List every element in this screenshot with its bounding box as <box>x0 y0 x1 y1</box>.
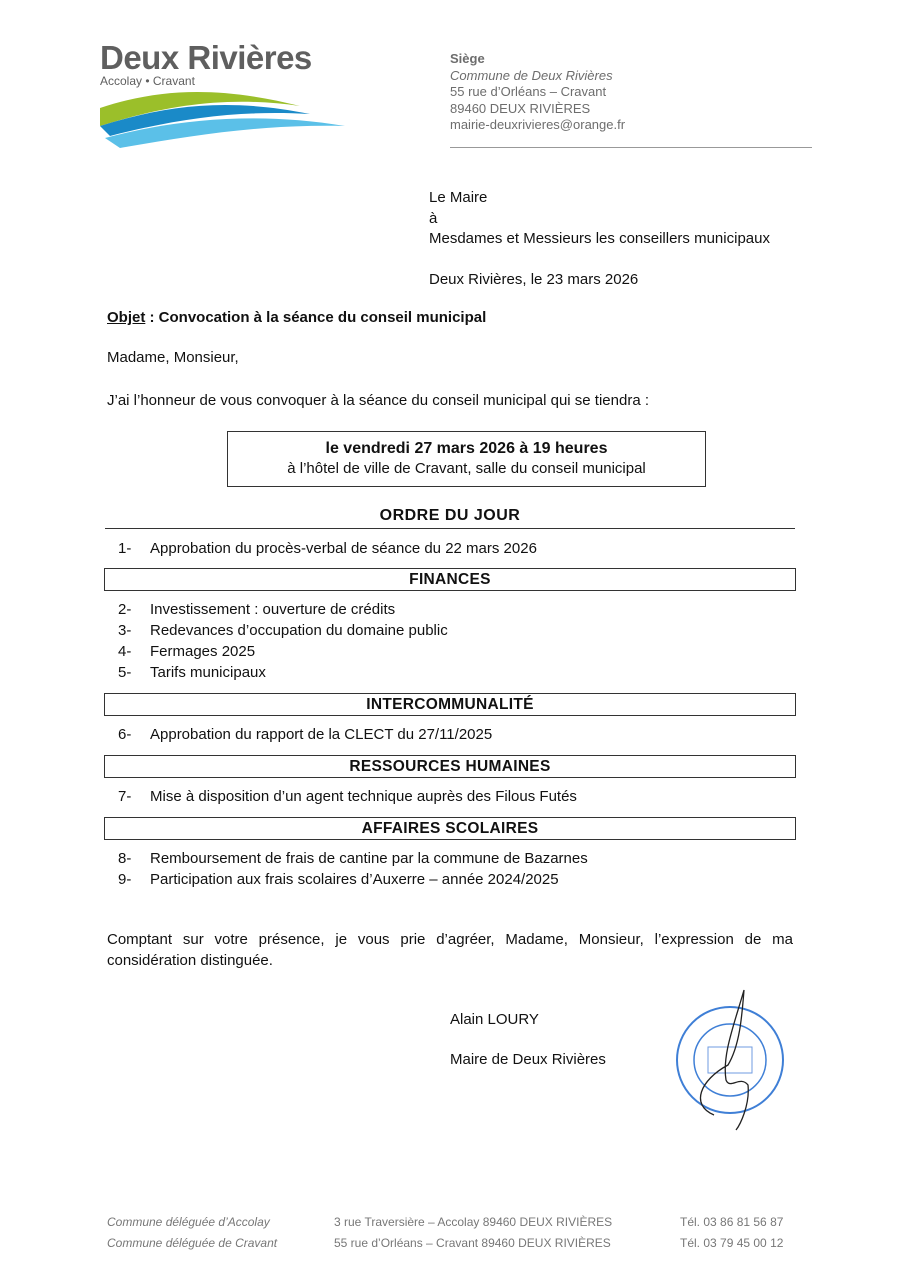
letter-object <box>107 309 486 326</box>
to: à <box>429 209 438 227</box>
header-street: 55 rue d’Orléans – Cravant <box>450 84 607 99</box>
agenda-item: 4- Fermages 2025 <box>118 643 256 660</box>
agenda-item: 7- Mise à disposition d’un agent technique auprès des Filous Futés <box>118 788 577 805</box>
recipient-block <box>429 188 770 290</box>
agenda-item: 3- Redevances d’occupation du domaine public <box>118 622 448 639</box>
intro: J’ai l’honneur de vous convoquer à la séance du conseil municipal qui se tiendra : <box>107 392 649 409</box>
header-divider <box>450 147 812 148</box>
agenda-item: 1- Approbation du procès-verbal de séance du 22 mars 2026 <box>118 540 537 557</box>
header-city: 89460 DEUX RIVIÈRES <box>450 100 591 116</box>
header-commune: Commune de Deux Rivières <box>450 67 613 83</box>
meeting-place: à l’hôtel de ville de Cravant, salle du conseil municipal <box>287 460 646 477</box>
logo-waves <box>100 88 350 148</box>
section-finances: FINANCES <box>104 568 796 591</box>
logo-title: Deux Rivières <box>100 39 312 76</box>
section-intercommunalite: INTERCOMMUNALITÉ <box>104 693 796 716</box>
logo-subtitle: Accolay • Cravant <box>100 74 195 88</box>
agenda-title: ORDRE DU JOUR <box>379 507 521 524</box>
section-affaires-scolaires: AFFAIRES SCOLAIRES <box>104 817 796 840</box>
signatory-role: Maire de Deux Rivières <box>450 1051 606 1068</box>
header-email[interactable]: mairie-deuxrivieres@orange.fr <box>450 117 626 132</box>
recipients: Mesdames et Messieurs les conseillers municipaux <box>429 230 770 247</box>
agenda-item: 2- Investissement : ouverture de crédits <box>118 601 396 618</box>
header-label: Siège <box>450 51 485 66</box>
object-label: Objet <box>107 309 146 326</box>
footer-communes: Commune déléguée d’Accolay Commune déléguée de Cravant <box>107 1215 278 1250</box>
meeting-date: le vendredi 27 mars 2026 à 19 heures <box>325 440 608 457</box>
closing-paragraph: Comptant sur votre présence, je vous prie d’agréer, Madame, Monsieur, l’expression de ma considération distinguée. <box>107 931 793 969</box>
logo <box>100 40 350 150</box>
footer-addresses: 3 rue Traversière – Accolay 89460 DEUX RIVIÈRES 55 rue d’Orléans – Cravant 89460 DEUX RIVIÈRES <box>334 1215 613 1250</box>
header-address <box>450 51 625 134</box>
agenda-item: 8- Remboursement de frais de cantine par la commune de Bazarnes <box>118 850 588 867</box>
object-text: : Convocation à la séance du conseil municipal <box>145 309 487 326</box>
letter-date: Deux Rivières, le 23 mars 2026 <box>429 270 639 288</box>
meeting-box <box>227 431 706 487</box>
sender: Le Maire <box>429 189 488 206</box>
agenda-divider <box>105 528 795 529</box>
section-ressources-humaines: RESSOURCES HUMAINES <box>104 755 796 778</box>
greeting: Madame, Monsieur, <box>107 349 239 366</box>
agenda-item: 6- Approbation du rapport de la CLECT du 27/11/2025 <box>118 726 493 743</box>
footer-phones: Tél. 03 86 81 56 87 Tél. 03 79 45 00 12 <box>680 1215 784 1250</box>
agenda-item: 5- Tarifs municipaux <box>118 664 266 681</box>
agenda-item: 9- Participation aux frais scolaires d’Auxerre – année 2024/2025 <box>118 871 559 888</box>
signatory-name: Alain LOURY <box>450 1011 539 1028</box>
official-stamp-signature <box>670 985 790 1135</box>
